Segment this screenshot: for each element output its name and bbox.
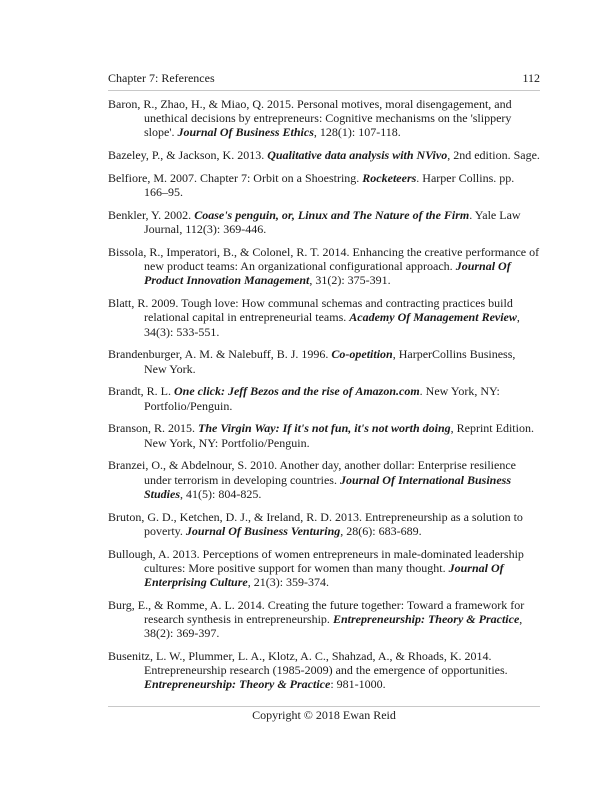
reference-text: Bullough, A. 2013. Perceptions of women entrepreneurs in male-dominated leadership cultures: More positive support for women than many thought.: [108, 546, 524, 575]
reference-details: , 34(3): 533-551.: [144, 310, 520, 339]
reference-source: Journal Of Product Innovation Management: [144, 259, 511, 288]
reference-text: Branzei, O., & Abdelnour, S. 2010. Another day, another dollar: Enterprise resilience under terrorism in developing countries.: [108, 458, 516, 487]
reference-entry: [108, 547, 540, 590]
header-rule: [108, 90, 540, 91]
reference-entry: [108, 296, 540, 339]
reference-text: Benkler, Y. 2002.: [108, 208, 195, 222]
reference-entry: [108, 649, 540, 692]
reference-entry: [108, 421, 540, 449]
reference-details: , Reprint Edition. New York, NY: Portfolio/Penguin.: [144, 421, 534, 450]
reference-source: Journal Of Business Ethics: [177, 125, 314, 140]
reference-text: Busenitz, L. W., Plummer, L. A., Klotz, A. C., Shahzad, A., & Rhoads, K. 2014. Entrepreneurship research (1985-2009) and the emergence of opportunities.: [108, 649, 508, 678]
reference-details: , 28(6): 683-689.: [340, 523, 422, 538]
reference-text: Blatt, R. 2009. Tough love: How communal schemas and contracting practices build relational capital in entrepreneurial teams.: [108, 296, 513, 325]
reference-source: Journal Of Enterprising Culture: [144, 560, 504, 590]
reference-source: Journal Of Business Venturing: [185, 523, 341, 538]
reference-source: One click: Jeff Bezos and the rise of Amazon.com: [174, 384, 420, 399]
reference-details: , HarperCollins Business, New York.: [144, 347, 516, 376]
reference-details: , 21(3): 359-374.: [247, 575, 330, 590]
reference-source: Qualitative data analysis with NVivo: [267, 148, 448, 163]
chapter-title: Chapter 7: References: [108, 71, 215, 85]
reference-entry: [108, 245, 540, 288]
reference-details: , 128(1): 107-118.: [313, 125, 401, 140]
reference-source: Coase's penguin, or, Linux and The Nature of the Firm: [194, 208, 470, 222]
reference-details: . Harper Collins. pp. 166–95.: [144, 171, 515, 200]
reference-details: : 981-1000.: [330, 677, 386, 692]
reference-text: Bazeley, P., & Jackson, K. 2013.: [108, 148, 268, 163]
reference-details: , 41(5): 804-825.: [180, 486, 262, 501]
reference-source: Entrepreneurship: Theory & Practice: [332, 612, 520, 627]
reference-details: . Yale Law Journal, 112(3): 369-446.: [144, 208, 521, 237]
footer-rule: [108, 706, 540, 707]
reference-source: Academy Of Management Review: [349, 310, 517, 325]
reference-text: Baron, R., Zhao, H., & Miao, Q. 2015. Personal motives, moral disengagement, and unethical decisions by entrepreneurs: Cognitive mechanisms on the 'slippery slope'.: [108, 97, 512, 140]
reference-source: Co-opetition: [331, 347, 393, 362]
reference-text: Brandenburger, A. M. & Nalebuff, B. J. 1996.: [108, 347, 332, 362]
reference-entry: [108, 510, 540, 538]
reference-entry: [108, 598, 540, 641]
reference-text: Burg, E., & Romme, A. L. 2014. Creating the future together: Toward a framework for research synthesis in entrepreneurship.: [108, 597, 525, 627]
reference-entry: [108, 458, 540, 501]
reference-details: , 38(2): 369-397.: [144, 612, 523, 641]
reference-source: Rocketeers: [362, 171, 417, 185]
reference-details: , 2nd edition. Sage.: [447, 148, 540, 163]
reference-text: Brandt, R. L.: [108, 384, 174, 399]
reference-details: , 31(2): 375-391.: [309, 273, 391, 288]
reference-text: Belfiore, M. 2007. Chapter 7: Orbit on a Shoestring.: [108, 171, 363, 185]
reference-entry: [108, 97, 540, 140]
page-number: 112: [522, 71, 540, 85]
reference-entry: [108, 384, 540, 412]
reference-source: Journal Of International Business Studies: [144, 472, 512, 501]
reference-list: [108, 97, 540, 700]
reference-source: The Virgin Way: If it's not fun, it's not worth doing: [198, 421, 451, 436]
reference-entry: [108, 208, 540, 236]
reference-source: Entrepreneurship: Theory & Practice: [144, 677, 331, 692]
reference-entry: [108, 148, 540, 162]
reference-text: Bissola, R., Imperatori, B., & Colonel, R. T. 2014. Enhancing the creative performance of new product teams: An organizational configurational approach.: [108, 245, 540, 274]
copyright-footer: Copyright © 2018 Ewan Reid: [252, 708, 396, 722]
page-header: [108, 71, 540, 89]
reference-text: Bruton, G. D., Ketchen, D. J., & Ireland, R. D. 2013. Entrepreneurship as a solution to poverty.: [108, 509, 523, 538]
reference-text: Branson, R. 2015.: [108, 421, 198, 436]
reference-entry: [108, 347, 540, 375]
reference-entry: [108, 171, 540, 199]
reference-details: . New York, NY: Portfolio/Penguin.: [144, 384, 500, 413]
